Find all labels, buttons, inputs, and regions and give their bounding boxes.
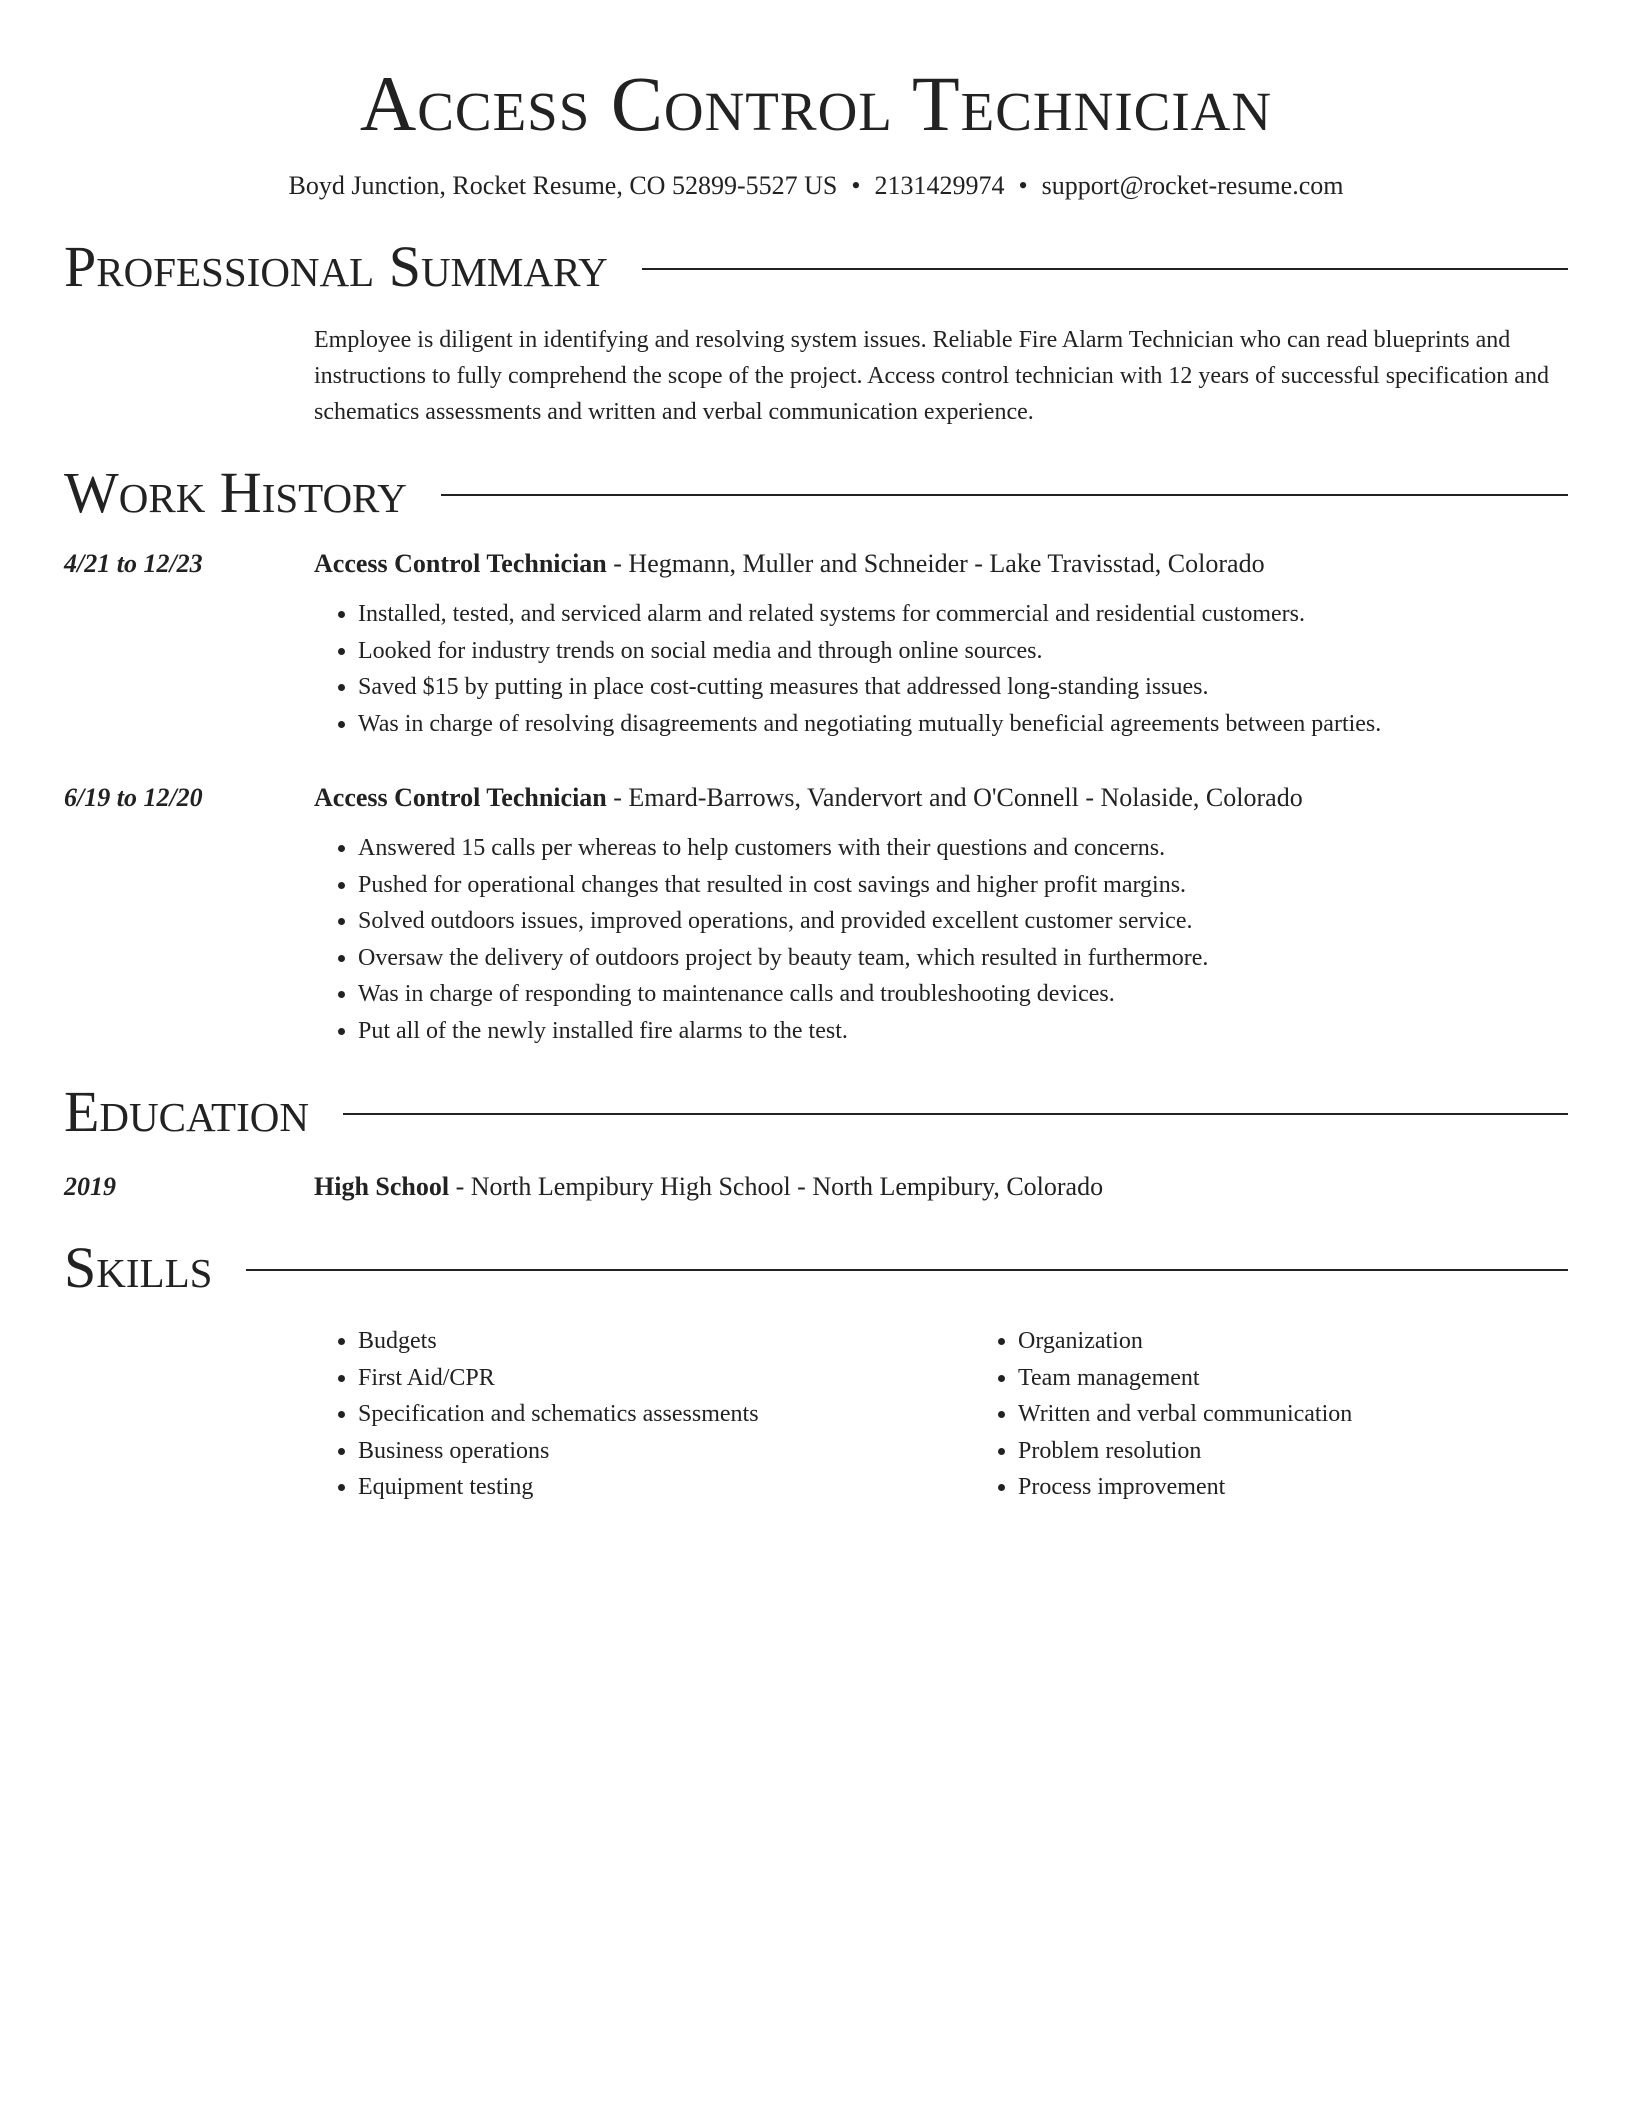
section-title-education: Education [64, 1079, 309, 1144]
job-body [314, 546, 1568, 742]
section-header [64, 234, 1568, 300]
job-bullet: • Oversaw the delivery of outdoors project by beauty team, which resulted in furthermore. [358, 940, 1568, 977]
job-bullet: • Installed, tested, and serviced alarm and related systems for commercial and residential customers. [358, 596, 1568, 633]
section-header [64, 460, 1568, 526]
job-bullet: • Was in charge of resolving disagreements and negotiating mutually beneficial agreements between parties. [358, 706, 1568, 743]
skill-item: • First Aid/CPR [358, 1360, 974, 1397]
job-dates: 4/21 to 12/23 [64, 549, 203, 578]
skill-item: • Equipment testing [358, 1469, 974, 1506]
left-spacer [64, 322, 314, 430]
job-employer-location: - Emard-Barrows, Vandervort and O'Connell - Nolaside, Colorado [606, 783, 1303, 812]
section-title-work-history: Work History [64, 460, 407, 525]
summary-row [64, 322, 1568, 430]
resume-title: Access Control Technician [359, 60, 1273, 147]
job-bullet: • Pushed for operational changes that resulted in cost savings and higher profit margins. [358, 867, 1568, 904]
job-role: Access Control Technician [314, 783, 607, 812]
section-divider [246, 1269, 1568, 1271]
contact-separator: • [851, 171, 861, 200]
skill-item: • Process improvement [1018, 1469, 1632, 1506]
job-bullet: • Solved outdoors issues, improved operations, and provided excellent customer service. [358, 903, 1568, 940]
job-role: Access Control Technician [314, 549, 607, 578]
contact-line [64, 168, 1568, 204]
section-header [64, 1079, 1568, 1145]
job-body [314, 780, 1568, 1049]
job-title-line [314, 546, 1568, 582]
left-spacer [64, 1323, 314, 1506]
skills-row [64, 1323, 1568, 1506]
section-title-summary: Professional Summary [64, 234, 608, 299]
work-history-section [64, 460, 1568, 1049]
skills-section [64, 1235, 1568, 1506]
contact-separator: • [1018, 171, 1028, 200]
contact-phone: 2131429974 [874, 171, 1005, 200]
skill-item: • Team management [1018, 1360, 1632, 1397]
skills-list-left [314, 1323, 974, 1506]
job-bullets [314, 596, 1568, 742]
summary-text: Employee is diligent in identifying and resolving system issues. Reliable Fire Alarm Technician who can read blueprints and instructions to fully comprehend the scope of the project. Access control technician with 12 years of successful specification and schematics assessments and written and verbal communication experience. [314, 327, 1549, 425]
education-year: 2019 [64, 1172, 116, 1201]
education-degree: High School [314, 1172, 450, 1201]
job-bullet: • Looked for industry trends on social media and through online sources. [358, 633, 1568, 670]
job-entry [64, 780, 1568, 1049]
job-bullet: • Put all of the newly installed fire alarms to the test. [358, 1013, 1568, 1050]
skill-item: • Organization [1018, 1323, 1632, 1360]
education-school-location: - North Lempibury High School - North Lempibury, Colorado [449, 1172, 1104, 1201]
job-employer-location: - Hegmann, Muller and Schneider - Lake Travisstad, Colorado [606, 549, 1265, 578]
job-dates: 6/19 to 12/20 [64, 783, 203, 812]
job-bullet: • Saved $15 by putting in place cost-cutting measures that addressed long-standing issues. [358, 669, 1568, 706]
skills-columns [314, 1323, 1632, 1506]
skill-item: • Business operations [358, 1433, 974, 1470]
job-entry [64, 546, 1568, 742]
section-divider [642, 268, 1568, 270]
job-bullet: • Answered 15 calls per whereas to help customers with their questions and concerns. [358, 830, 1568, 867]
job-title-line [314, 780, 1568, 816]
summary-section [64, 234, 1568, 430]
section-title-skills: Skills [64, 1235, 213, 1300]
job-bullet: • Was in charge of responding to maintenance calls and troubleshooting devices. [358, 976, 1568, 1013]
skill-item: • Problem resolution [1018, 1433, 1632, 1470]
skills-list-right [974, 1323, 1632, 1506]
education-details [314, 1169, 1568, 1205]
skill-item: • Written and verbal communication [1018, 1396, 1632, 1433]
section-header [64, 1235, 1568, 1301]
contact-address: Boyd Junction, Rocket Resume, CO 52899-5527 US [288, 171, 838, 200]
contact-email: support@rocket-resume.com [1041, 171, 1344, 200]
section-divider [343, 1113, 1568, 1115]
section-divider [441, 494, 1568, 496]
education-entry [64, 1169, 1568, 1205]
skill-item: • Budgets [358, 1323, 974, 1360]
job-bullets [314, 830, 1568, 1049]
education-section [64, 1079, 1568, 1205]
skill-item: • Specification and schematics assessments [358, 1396, 974, 1433]
